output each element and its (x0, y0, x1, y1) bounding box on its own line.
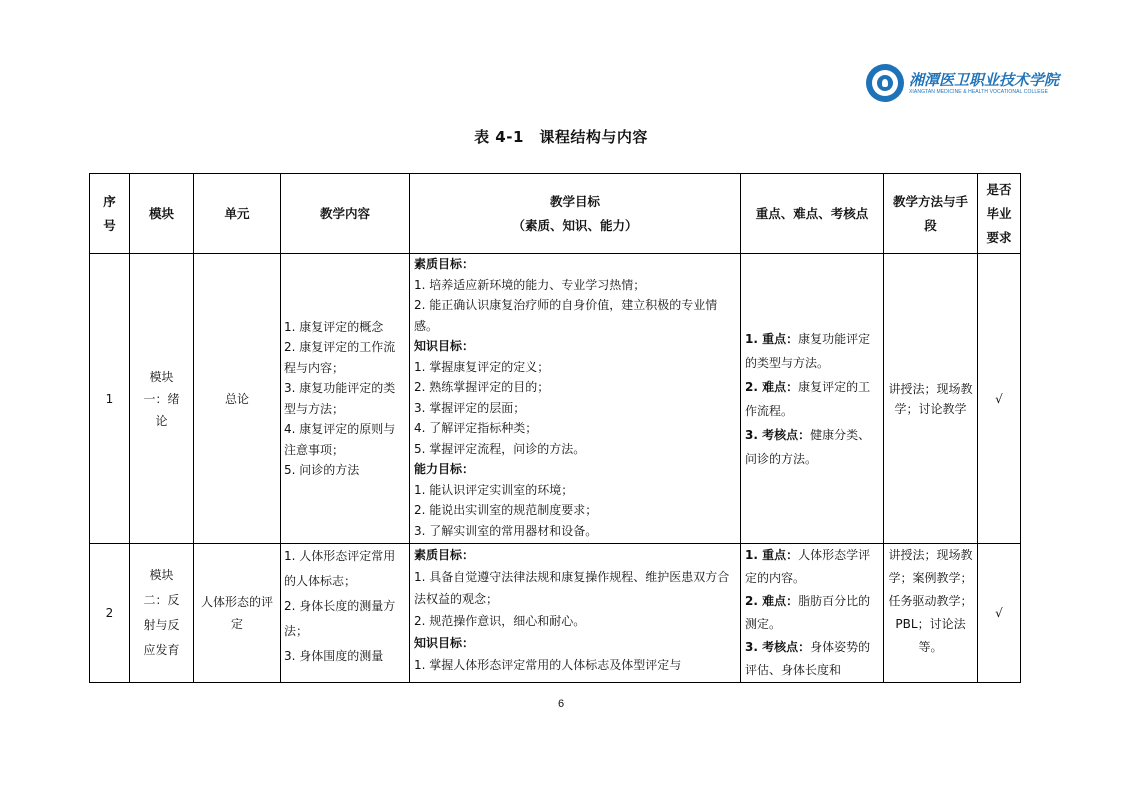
goal-item: 2. 熟练掌握评定的目的； (414, 380, 550, 394)
goal-item: 1. 掌握康复评定的定义； (414, 359, 550, 374)
keypoint-label: 3. 考核点： (745, 640, 811, 654)
keypoint-label: 3. 考核点： (745, 427, 811, 442)
page-number: 6 (557, 698, 565, 710)
row-goals (410, 254, 741, 544)
goal-heading-ability: 能力目标： (414, 462, 475, 476)
content-item: 2. 康复评定的工作流程与内容； (284, 340, 396, 375)
keypoint-item (745, 423, 879, 471)
row-content (281, 254, 410, 544)
keypoint-text: 人体形态学评定的内容。 (745, 548, 871, 585)
goal-item: 4. 了解评定指标种类； (414, 421, 538, 435)
header-goals-line1: 教学目标 (549, 193, 600, 209)
keypoint-item (745, 590, 879, 636)
logo-chinese-name: 湘潭医卫职业技术学院 (909, 70, 1060, 89)
table-title: 表 4-1 课程结构与内容 (474, 128, 648, 146)
row-goals (410, 544, 741, 683)
goal-heading-knowledge: 知识目标： (414, 339, 475, 353)
goal-item: 1. 培养适应新环境的能力、专业学习热情； (414, 277, 646, 292)
row-content (281, 544, 410, 683)
logo-english-name: XIANGTAN MEDICINE & HEALTH VOCATIONAL COLLEGE (909, 88, 1049, 95)
goal-heading-quality: 素质目标： (414, 548, 475, 562)
content-item: 4. 康复评定的原则与注意事项； (284, 422, 396, 457)
goal-heading-knowledge: 知识目标： (414, 636, 475, 650)
goal-item: 2. 能说出实训室的规范制度要求； (414, 503, 598, 517)
goal-item: 2. 规范操作意识，细心和耐心。 (414, 614, 586, 628)
content-item: 1. 康复评定的概念 (284, 319, 384, 334)
goal-heading-quality: 素质目标： (414, 257, 475, 271)
header-row (90, 174, 1021, 254)
row-seq: 2 (90, 544, 130, 683)
content-item: 2. 身体长度的测量方法； (284, 599, 396, 638)
header-method: 教学方法与手段 (884, 174, 978, 254)
row-unit: 人体形态的评定 (194, 544, 281, 683)
row-unit: 总论 (194, 254, 281, 544)
goal-item: 1. 掌握人体形态评定常用的人体标志及体型评定与 (414, 658, 682, 672)
keypoint-item (745, 544, 879, 590)
content-item: 3. 身体围度的测量 (284, 649, 384, 663)
goal-item: 3. 了解实训室的常用器材和设备。 (414, 523, 598, 538)
row-module: 模块二：反射与反应发育 (130, 544, 194, 683)
row-required: √ (978, 254, 1021, 544)
keypoint-text: 身体姿势的评估、身体长度和 (745, 640, 871, 677)
header-goals (410, 174, 741, 254)
content-item: 3. 康复功能评定的类型与方法； (284, 381, 396, 416)
goal-item: 3. 掌握评定的层面； (414, 400, 526, 415)
keypoint-text: 健康分类、问诊的方法。 (745, 427, 871, 466)
header-keypoints: 重点、难点、考核点 (741, 174, 884, 254)
row-module: 模块一：绪论 (130, 254, 194, 544)
goal-item: 1. 能认识评定实训室的环境； (414, 482, 574, 497)
header-unit: 单元 (194, 174, 281, 254)
table-row (90, 544, 1021, 683)
keypoint-item (745, 636, 879, 682)
keypoint-label: 2. 难点： (745, 379, 799, 394)
keypoint-label: 1. 重点： (745, 548, 799, 562)
header-goals-line2: （素质、知识、能力） (512, 217, 638, 233)
goal-item: 1. 具备自觉遵守法律法规和康复操作规程、维护医患双方合法权益的观念； (414, 570, 730, 606)
table-row (90, 254, 1021, 544)
header-required: 是否毕业要求 (978, 174, 1021, 254)
row-keypoints (741, 544, 884, 683)
keypoint-text: 康复评定的工作流程。 (745, 379, 871, 418)
keypoint-item (745, 327, 879, 375)
row-method: 讲授法；现场教学；讨论教学 (884, 254, 978, 544)
content-item: 5. 问诊的方法 (284, 463, 360, 477)
keypoint-text: 康复功能评定的类型与方法。 (745, 331, 871, 370)
header-content: 教学内容 (281, 174, 410, 254)
goal-item: 5. 掌握评定流程，问诊的方法。 (414, 441, 586, 456)
header-module: 模块 (130, 174, 194, 254)
row-seq: 1 (90, 254, 130, 544)
row-keypoints (741, 254, 884, 544)
keypoint-label: 1. 重点： (745, 331, 799, 346)
course-structure-table (89, 173, 1021, 683)
keypoint-text: 脂肪百分比的测定。 (745, 594, 871, 631)
content-item: 1. 人体形态评定常用的人体标志； (284, 549, 396, 588)
header-seq: 序号 (90, 174, 130, 254)
row-required: √ (978, 544, 1021, 683)
college-seal-icon (866, 64, 904, 102)
keypoint-item (745, 375, 879, 423)
keypoint-label: 2. 难点： (745, 594, 799, 608)
row-method: 讲授法；现场教学；案例教学；任务驱动教学；PBL；讨论法等。 (884, 544, 978, 683)
college-logo (866, 64, 1059, 102)
goal-item: 2. 能正确认识康复治疗师的自身价值，建立积极的专业情感。 (414, 298, 718, 333)
